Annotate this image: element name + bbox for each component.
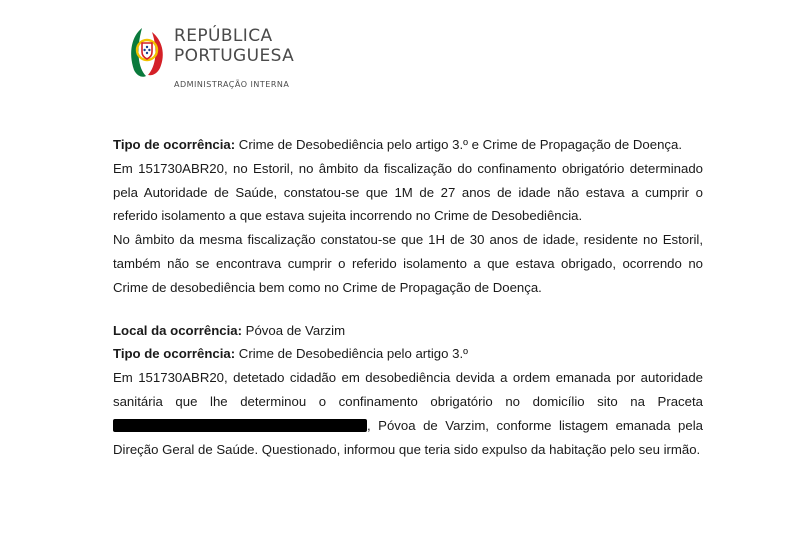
location-value: Póvoa de Varzim [241, 322, 346, 338]
occurrence-paragraph: Em 151730ABR20, no Estoril, no âmbito da fiscalização do confinamento obrigatório determinado pela Autoridade de Saúde, constatou-se que 1M de 27 anos de idade não estava a cumprir o referido isolamento a que estava sujeita incorrendo no Crime de Desobediência. [113, 160, 703, 224]
government-logo [126, 22, 326, 94]
occurrence-type-value: Crime de Desobediência pelo artigo 3.º e Crime de Propagação de Doença. [235, 137, 682, 152]
paragraph-text-before-redaction: Em 151730ABR20, detetado cidadão em desobediência devida a ordem emanada por autoridade sanitária que lhe determinou o confinamento obrigatório no domicílio sito na Praceta [113, 370, 703, 409]
document-body [113, 133, 703, 461]
redaction-bar [113, 419, 367, 432]
occurrence-type-line [113, 342, 703, 366]
occurrence-type-line [113, 133, 703, 157]
occurrence-type-label: Tipo de ocorrência: [113, 137, 236, 152]
logo-title-line1: REPÚBLICA [174, 26, 273, 46]
occurrence-type-value: Crime de Desobediência pelo artigo 3.º [235, 346, 468, 362]
location-line [113, 319, 703, 343]
occurrence-paragraph [113, 366, 703, 461]
occurrence-paragraph: No âmbito da mesma fiscalização constatou-se que 1H de 30 anos de idade, residente no Estoril, também não se encontrava cumprir o referido isolamento a que estava obrigado, ocorrendo no Crime de desobediência bem como no Crime de Propagação de Doença. [113, 232, 703, 295]
section-spacer [113, 300, 703, 319]
location-label: Local da ocorrência: [113, 322, 242, 338]
occurrence-type-label: Tipo de ocorrência: [113, 346, 236, 362]
coat-of-arms-icon [128, 26, 166, 78]
logo-title [174, 26, 294, 66]
paragraph-text-after-redaction: , Póvoa de Varzim, conforme listagem emanada pela Direção Geral de Saúde. Questionado, informou que teria sido expulso da habitação pelo seu irmão. [113, 417, 703, 457]
logo-title-line2: PORTUGUESA [174, 46, 295, 66]
logo-subtitle: ADMINISTRAÇÃO INTERNA [174, 80, 290, 89]
